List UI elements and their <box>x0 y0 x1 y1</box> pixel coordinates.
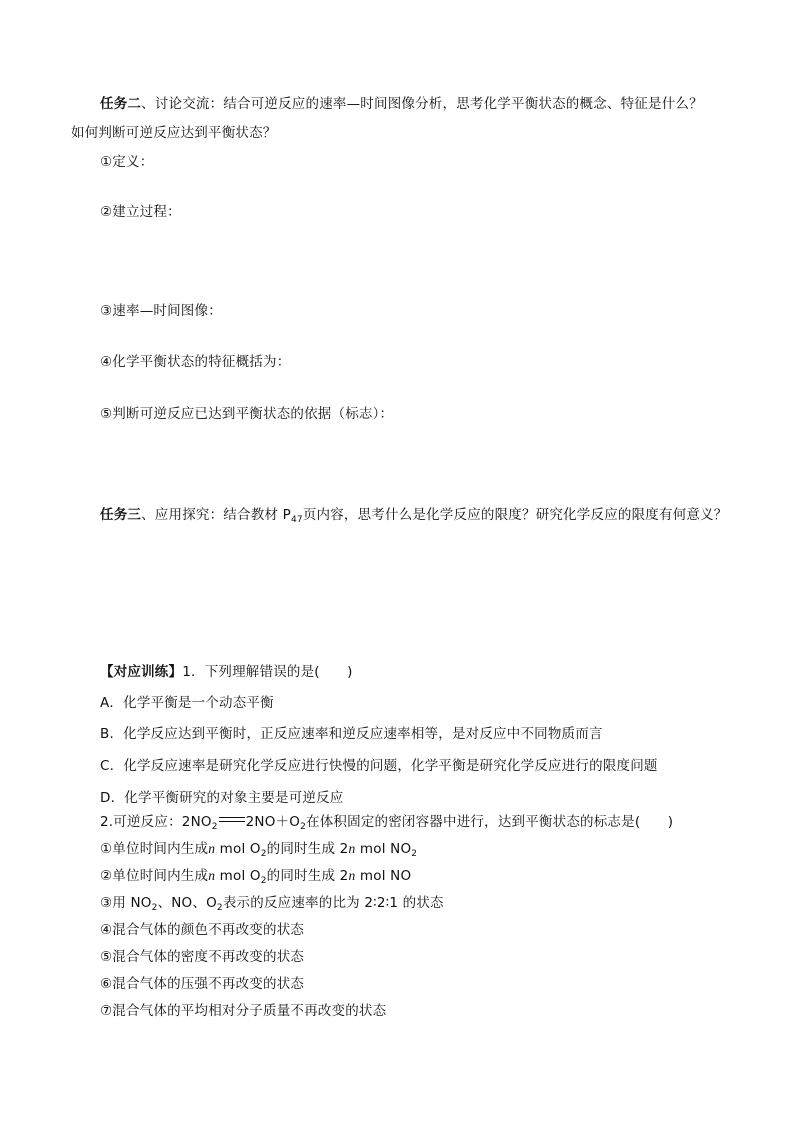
task2-item-graph: ③速率—时间图像： <box>100 303 222 319</box>
q2-stem-sub2: 2 <box>300 822 307 832</box>
q1-option-b: B．化学反应达到平衡时，正反应速率和逆反应速率相等，是对反应中不同物质而言 <box>100 726 603 742</box>
task2-heading: 任务二 <box>100 96 142 112</box>
task2-text-line1: 、讨论交流：结合可逆反应的速率—时间图像分析，思考化学平衡状态的概念、特征是什么？ <box>141 96 703 112</box>
practice-label: 【对应训练】 <box>100 664 183 680</box>
q2-stem-b: 2NO＋O <box>245 814 301 830</box>
task2-line2: 如何判断可逆反应达到平衡状态？ <box>71 125 277 141</box>
q2-item2-sub: 2 <box>260 876 267 886</box>
q2-item3-sub2: 2 <box>216 903 223 913</box>
q2-item3-a: ③用 NO <box>100 895 152 911</box>
q2-item1-c: 的同时生成 2 <box>266 841 349 857</box>
q2-item2-c: 的同时生成 2 <box>266 868 349 884</box>
q2-item3-b: 、NO、O <box>157 895 217 911</box>
task2-item-criteria: ⑤判断可逆反应已达到平衡状态的依据（标志）： <box>100 406 394 422</box>
q2-item1-sub2: 2 <box>411 849 418 859</box>
q2-item2-n: n <box>208 868 216 883</box>
q2-item-7: ⑦混合气体的平均相对分子质量不再改变的状态 <box>100 1003 387 1019</box>
q2-item2-n2: n <box>348 868 356 883</box>
q2-item1-n: n <box>208 841 216 856</box>
q1-option-a: A．化学平衡是一个动态平衡 <box>100 695 274 711</box>
q2-item-1 <box>100 840 417 863</box>
q1-stem: 1．下列理解错误的是( ) <box>182 664 353 680</box>
task2-item-definition: ①定义： <box>100 154 154 170</box>
q2-item-3 <box>100 894 444 917</box>
q2-item-4: ④混合气体的颜色不再改变的状态 <box>100 922 305 938</box>
task2-item-features: ④化学平衡状态的特征概括为： <box>100 354 291 370</box>
task3-heading: 任务三 <box>100 507 142 523</box>
equilibrium-arrow-icon <box>219 814 245 824</box>
q2-stem-a: 2.可逆反应：2NO <box>100 814 212 830</box>
q2-item2-d: mol NO <box>355 868 412 884</box>
q2-stem-sub1: 2 <box>211 822 218 832</box>
q2-item2-b: mol O <box>215 868 261 884</box>
q1-option-c: C．化学反应速率是研究化学反应进行快慢的问题，化学平衡是研究化学反应进行的限度问题 <box>100 758 658 774</box>
q2-item3-sub1: 2 <box>151 903 158 913</box>
q2-item2-a: ②单位时间内生成 <box>100 868 209 884</box>
q2-item1-d: mol NO <box>355 841 412 857</box>
q2-item1-a: ①单位时间内生成 <box>100 841 209 857</box>
q2-item-5: ⑤混合气体的密度不再改变的状态 <box>100 949 305 965</box>
q2-item1-sub: 2 <box>260 849 267 859</box>
q2-item1-n2: n <box>348 841 356 856</box>
q1-option-d: D．化学平衡研究的对象主要是可逆反应 <box>100 790 344 806</box>
practice-q1-stem-line <box>100 663 353 681</box>
task3-text-b: 页内容，思考什么是化学反应的限度？研究化学反应的限度有何意义？ <box>302 507 728 523</box>
task3-text-a: 、应用探究：结合教材 P <box>141 507 291 523</box>
task3-subscript: 47 <box>290 515 303 525</box>
task2-item-process: ②建立过程： <box>100 204 181 220</box>
q2-item3-c: 表示的反应速率的比为 2∶2∶1 的状态 <box>222 895 444 911</box>
q2-stem-c: 在体积固定的密闭容器中进行，达到平衡状态的标志是( ) <box>306 814 674 830</box>
q2-item-6: ⑥混合气体的压强不再改变的状态 <box>100 976 305 992</box>
q2-item1-b: mol O <box>215 841 261 857</box>
task3-line <box>100 506 728 529</box>
q2-item-2 <box>100 867 411 890</box>
task2-line1 <box>100 95 703 113</box>
q2-stem <box>100 813 673 836</box>
